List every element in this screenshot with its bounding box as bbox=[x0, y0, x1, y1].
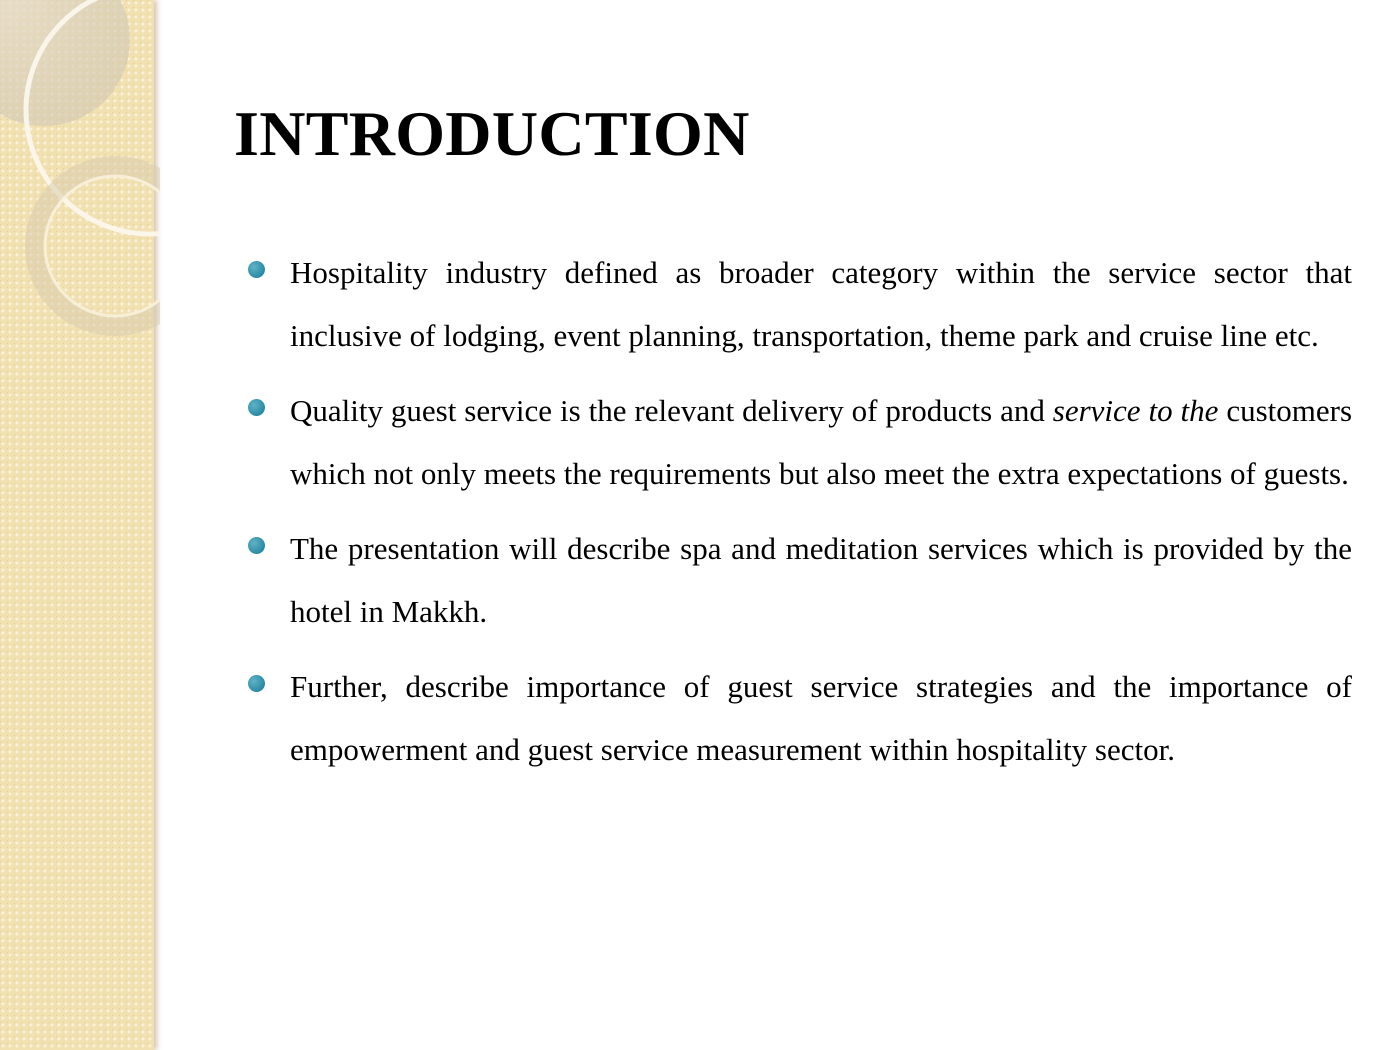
bullet-item bbox=[246, 241, 1352, 367]
bullet-dot-icon bbox=[248, 261, 265, 278]
bullet-text-end: customers which not only meets the requirements but also meet the extra expectations of guests. bbox=[290, 393, 1353, 491]
bullet-dot-icon bbox=[248, 675, 265, 692]
bullet-text: Hospitality industry defined as broader category within the service sector that inclusive of lodging, event planning, transportation, theme park and cruise line etc. bbox=[290, 255, 1352, 353]
bullet-text-start: Quality guest service is the relevant delivery of products and bbox=[290, 393, 1053, 428]
bullet-text: Further, describe importance of guest service strategies and the importance of empowerment and guest service measurement within hospitality sector. bbox=[290, 669, 1352, 767]
decorative-circles bbox=[0, 0, 160, 360]
bullet-item bbox=[246, 517, 1352, 643]
bullet-item bbox=[246, 655, 1352, 781]
slide-title: INTRODUCTION bbox=[234, 98, 750, 169]
bullet-text: The presentation will describe spa and meditation services which is provided by the hotel in Makkh. bbox=[290, 531, 1352, 629]
bullet-dot-icon bbox=[248, 537, 265, 554]
bullet-item bbox=[246, 379, 1352, 505]
bullet-text-italic: service to the bbox=[1052, 393, 1219, 428]
bullet-list bbox=[246, 241, 1352, 793]
bullet-dot-icon bbox=[248, 399, 265, 416]
decor-ring-small bbox=[35, 166, 160, 326]
